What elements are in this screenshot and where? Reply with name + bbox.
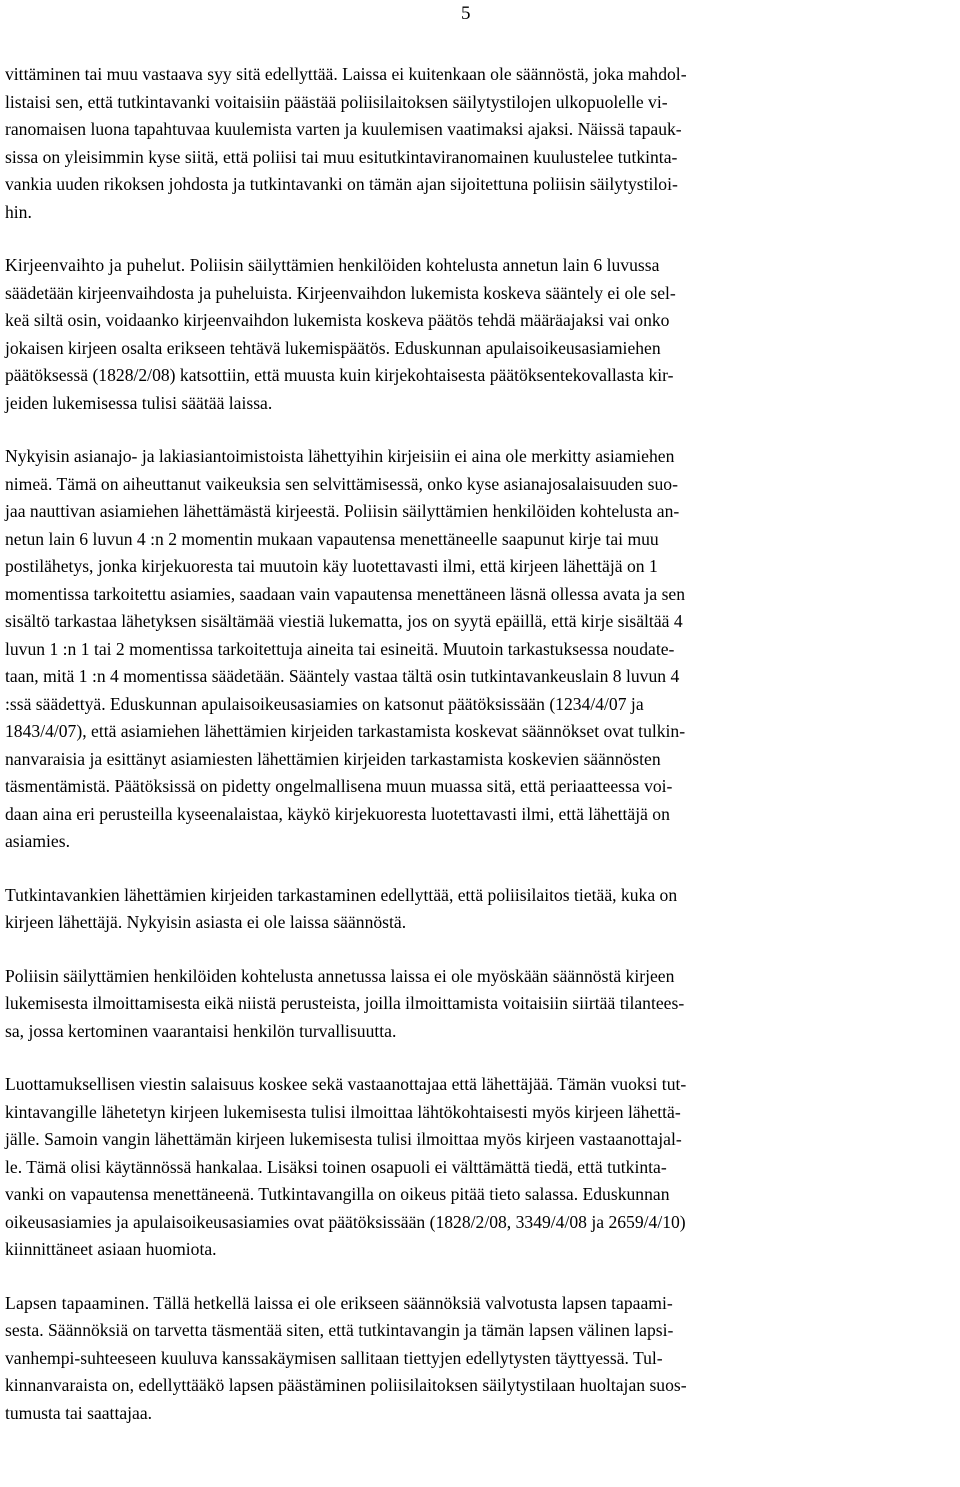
text-line: lukemisesta ilmoittamisesta eikä niistä perusteista, joilla ilmoittamista voitaisiin siirtää tilantees- <box>5 993 685 1013</box>
page-number: 5 <box>461 3 471 24</box>
text-line: hin. <box>5 201 32 222</box>
text-line: nanvaraisia ja esittänyt asiamiesten lähettämien kirjeiden tarkastamista koskevien säännösten <box>5 748 661 769</box>
text-line: luvun 1 :n 1 tai 2 momentissa tarkoitettuja aineita tai esineitä. Muutoin tarkastuksessa noudate- <box>5 638 675 659</box>
paragraph <box>5 882 955 937</box>
text-line: momentissa tarkoitettu asiamies, saadaan vain vapautensa menettäneen läsnä ollessa avata ja sen <box>5 583 686 604</box>
text-line: vanki on vapautensa menettäneenä. Tutkintavangilla on oikeus pitää tieto salassa. Eduskunnan <box>5 1184 670 1204</box>
text-line: vittäminen tai muu vastaava syy sitä edellyttää. Laissa ei kuitenkaan ole säännöstä, joka mahdol- <box>5 64 687 84</box>
document-body <box>5 61 955 1453</box>
text-line: tumusta tai saattajaa. <box>5 1402 153 1423</box>
paragraph <box>5 1290 955 1428</box>
text-line <box>5 252 955 280</box>
text-line: kinnanvaraista on, edellyttääkö lapsen päästäminen poliisilaitoksen säilytystilaan huoltajan suos- <box>5 1375 687 1395</box>
text-line: jälle. Samoin vangin lähettämän kirjeen lukemisesta tulisi ilmoittaa myös kirjeen vastaanottajal- <box>5 1129 682 1149</box>
text-line: sisältö tarkastaa lähetyksen sisältämää viestiä lukematta, jos on syytä epäillä, että kirje sisältää 4 <box>5 611 683 631</box>
text-line: Nykyisin asianajo- ja lakiasiantoimistoista lähettyihin kirjeisiin ei aina ole merkitty asiamiehen <box>5 446 675 466</box>
text-line: sissa on yleisimmin kyse siitä, että poliisi tai muu esitutkintaviranomainen kuulustelee tutkinta- <box>5 146 678 167</box>
text-line-rest: Poliisin säilyttämien henkilöiden kohtelusta annetun lain 6 luvussa <box>185 255 660 275</box>
text-line: päätöksessä (1828/2/08) katsottiin, että muusta kuin kirjekohtaisesta päätöksentekovallasta kir- <box>5 365 674 385</box>
text-line: oikeusasiamies ja apulaisoikeusasiamies ovat päätöksissään (1828/2/08, 3349/4/08 ja 2659/4/10) <box>5 1211 686 1232</box>
text-line: säädetään kirjeenvaihdosta ja puheluista. Kirjeenvaihdon lukemista koskeva sääntely ei ole sel- <box>5 282 676 303</box>
text-line: Tutkintavankien lähettämien kirjeiden tarkastaminen edellyttää, että poliisilaitos tietää, kuka on <box>5 884 678 905</box>
text-line: kiinnittäneet asiaan huomiota. <box>5 1239 217 1259</box>
text-line: netun lain 6 luvun 4 :n 2 momentin mukaan vapautensa menettäneelle saapunut kirje tai muu <box>5 528 659 549</box>
text-line: daan aina eri perusteilla kyseenalaistaa, käykö kirjekuoresta luotettavasti ilmi, että lähettäjä on <box>5 803 670 824</box>
paragraph <box>5 963 955 1046</box>
inline-heading: Lapsen tapaaminen. <box>5 1292 150 1313</box>
text-line: kintavangille lähetetyn kirjeen lukemisesta tulisi ilmoittaa lähtökohtaisesti myös kirjeen lähettä- <box>5 1101 681 1122</box>
text-line: Poliisin säilyttämien henkilöiden kohtelusta annetussa laissa ei ole myöskään säännöstä kirjeen <box>5 965 675 986</box>
text-line <box>5 1290 955 1318</box>
text-line: keä siltä osin, voidaanko kirjeenvaihdon lukemista koskeva päätös tehdä määräajaksi vai onko <box>5 310 670 330</box>
text-line: sa, jossa kertominen vaarantaisi henkilön turvallisuutta. <box>5 1020 397 1041</box>
text-line-rest: Tällä hetkellä laissa ei ole erikseen säännöksiä valvotusta lapsen tapaami- <box>149 1292 673 1313</box>
text-line: vankia uuden rikoksen johdosta ja tutkintavanki on tämän ajan sijoitettuna poliisin säilytystiloi- <box>5 174 678 194</box>
text-line: jaa nauttivan asiamiehen lähettämästä kirjeestä. Poliisin säilyttämien henkilöiden kohtelusta an- <box>5 501 680 521</box>
paragraph <box>5 1071 955 1264</box>
text-line: kirjeen lähettäjä. Nykyisin asiasta ei ole laissa säännöstä. <box>5 912 407 932</box>
text-line: sesta. Säännöksiä on tarvetta täsmentää siten, että tutkintavangin ja tämän lapsen välinen lapsi- <box>5 1320 674 1340</box>
text-line: 1843/4/07), että asiamiehen lähettämien kirjeiden tarkastamista koskevat säännökset ovat tulkin- <box>5 721 686 741</box>
text-line: jeiden lukemisessa tulisi säätää laissa. <box>5 392 273 413</box>
text-line: vanhempi-suhteeseen kuuluva kanssakäymisen sallitaan tiettyjen edellytysten täyttyessä. Tul- <box>5 1347 663 1368</box>
text-line: le. Tämä olisi käytännössä hankalaa. Lisäksi toinen osapuoli ei välttämättä tiedä, että tutkinta- <box>5 1156 667 1177</box>
inline-heading: Kirjeenvaihto ja puhelut. <box>5 255 186 275</box>
text-line: Luottamuksellisen viestin salaisuus koskee sekä vastaanottajaa että lähettäjää. Tämän vuoksi tut- <box>5 1074 687 1094</box>
text-line: ranomaisen luona tapahtuvaa kuulemista varten ja kuulemisen vaatimaksi ajaksi. Näissä tapauk- <box>5 119 682 139</box>
paragraph <box>5 443 955 856</box>
text-line: asiamies. <box>5 831 70 851</box>
text-line: jokaisen kirjeen osalta erikseen tehtävä lukemispäätös. Eduskunnan apulaisoikeusasiamiehen <box>5 337 661 358</box>
text-line: :ssä säädettyä. Eduskunnan apulaisoikeusasiamies on katsonut päätöksissään (1234/4/07 ja <box>5 693 644 714</box>
paragraph <box>5 252 955 417</box>
paragraph <box>5 61 955 226</box>
text-line: listaisi sen, että tutkintavanki voitaisiin päästää poliisilaitoksen säilytystilojen ulkopuolelle vi- <box>5 91 668 112</box>
text-line: nimeä. Tämä on aiheuttanut vaikeuksia sen selvittämisessä, onko kyse asianajosalaisuuden suo- <box>5 473 678 494</box>
text-line: täsmentämistä. Päätöksissä on pidetty ongelmallisena muun muassa sitä, että periaatteessa voi- <box>5 776 673 796</box>
text-line: taan, mitä 1 :n 4 momentissa säädetään. Sääntely vastaa tältä osin tutkintavankeuslain 8 luvun 4 <box>5 666 680 686</box>
text-line: postilähetys, jonka kirjekuoresta tai muutoin käy luotettavasti ilmi, että kirjeen lähettäjä on 1 <box>5 556 658 576</box>
